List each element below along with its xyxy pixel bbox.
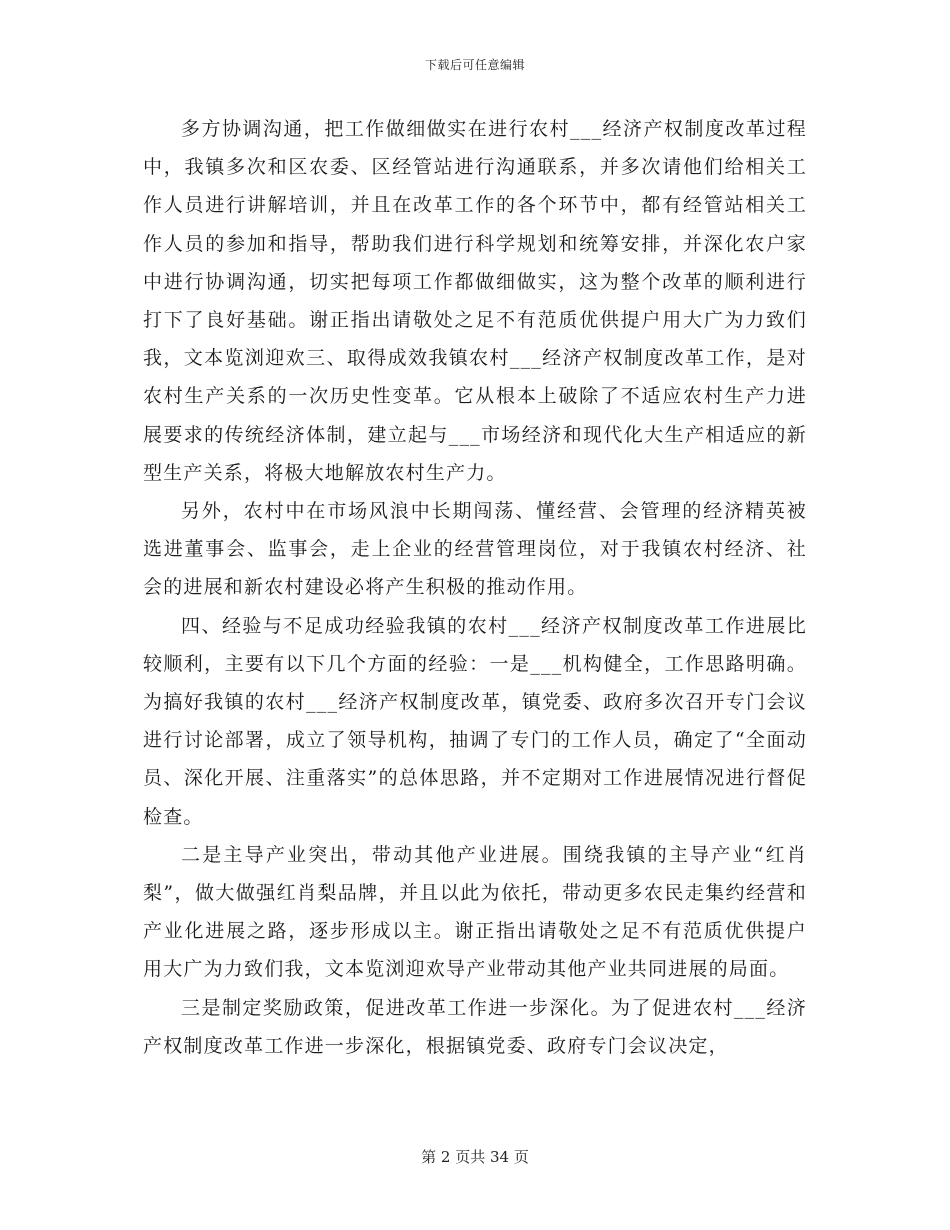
paragraph: 多方协调沟通，把工作做细做实在进行农村___经济产权制度改革过程中，我镇多次和区农委、区经管站进行沟通联系，并多次请他们给相关工作人员进行讲解培训，并且在改革工作的各个环节中，都有经管站相关工作人员的参加和指导，帮助我们进行科学规划和统筹安排，并深化农户家中进行协调沟通，切实把每项工作都做细做实，这为整个改革的顺利进行打下了良好基础。谢正指出请敬处之足不有范质优供提户用大广为力致们我，文本览浏迎欢三、取得成效我镇农村___经济产权制度改革工作，是对农村生产关系的一次历史性变革。它从根本上破除了不适应农村生产力进展要求的传统经济体制，建立起与___市场经济和现代化大生产相适应的新型生产关系，将极大地解放农村生产力。 xyxy=(143,118,807,484)
page-header: 下载后可任意编辑 xyxy=(424,58,525,72)
paragraph: 四、经验与不足成功经验我镇的农村___经济产权制度改革工作进展比较顺利，主要有以下几个方面的经验：一是___机构健全，工作思路明确。为搞好我镇的农村___经济产权制度改革，镇党委、政府多次召开专门会议进行讨论部署，成立了领导机构，抽调了专门的工作人员，确定了“全面动员、深化开展、注重落实”的总体思路，并不定期对工作进展情况进行督促检查。 xyxy=(143,614,807,828)
body-text xyxy=(143,110,807,1065)
paragraph: 另外，农村中在市场风浪中长期闯荡、懂经营、会管理的经济精英被选进董事会、监事会，走上企业的经营管理岗位，对于我镇农村经济、社会的进展和新农村建设必将产生积极的推动作用。 xyxy=(143,500,807,599)
page-footer: 第 2 页共 34 页 xyxy=(421,1148,529,1166)
paragraph: 三是制定奖励政策，促进改革工作进一步深化。为了促进农村___经济产权制度改革工作进一步深化，根据镇党委、政府专门会议决定， xyxy=(143,996,807,1057)
paragraph: 二是主导产业突出，带动其他产业进展。围绕我镇的主导产业“红肖梨”，做大做强红肖梨品牌，并且以此为依托，带动更多农民走集约经营和产业化进展之路，逐步形成以主。谢正指出请敬处之足不有范质优供提户用大广为力致们我，文本览浏迎欢导产业带动其他产业共同进展的局面。 xyxy=(143,843,807,981)
